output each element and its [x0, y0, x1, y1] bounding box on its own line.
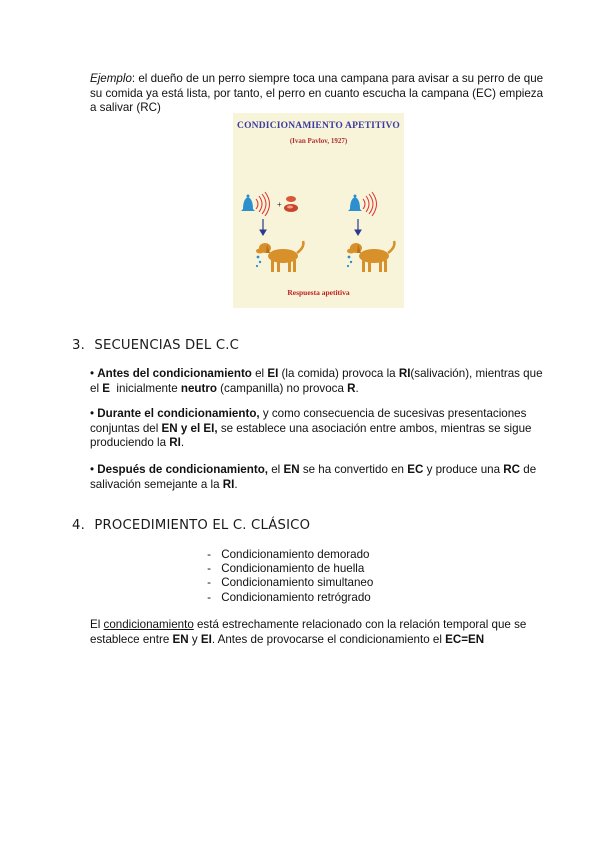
- bullet-despues-t2: el: [268, 463, 284, 476]
- dog-icon: [256, 241, 303, 272]
- bullet-mark: •: [90, 367, 98, 380]
- bullet-mark: •: [90, 407, 98, 420]
- bell-icon: [348, 195, 362, 212]
- bullet-antes-t6: (salivación), mientras que el: [90, 367, 543, 395]
- meat-icon: [284, 196, 298, 212]
- closing-t5: y: [188, 632, 201, 646]
- list-item-text: Condicionamiento retrógrado: [221, 590, 371, 604]
- example-text: : el dueño de un perro siempre toca una campana para avisar a su perro de que su comida ya está lista, por tanto, el perro en cuanto escucha la campana (EC) empieza a salivar (RC): [90, 72, 544, 115]
- closing-t1: El: [90, 618, 104, 631]
- list-item: [200, 576, 420, 590]
- list-item: [200, 548, 420, 562]
- list-item-text: Condicionamiento simultaneo: [221, 576, 374, 590]
- list-item: [200, 591, 420, 605]
- saliva-icon: [256, 256, 261, 267]
- bullet-antes-t7: E: [102, 381, 110, 395]
- example-lead: Ejemplo: [90, 72, 132, 85]
- bullet-despues: [90, 463, 550, 492]
- dog-icon: [347, 241, 394, 272]
- closing-t2: condicionamiento: [103, 618, 194, 631]
- figure-title: CONDICIONAMIENTO APETITIVO: [237, 121, 400, 131]
- bullet-despues-t7: RC: [503, 463, 521, 476]
- closing-t8: EC=EN: [445, 632, 485, 646]
- bullet-antes-t2: el: [251, 367, 268, 380]
- bullet-antes-t11: R: [347, 381, 356, 395]
- list-dash: -: [207, 548, 211, 561]
- closing-t4: EN: [172, 632, 189, 646]
- closing-t7: . Antes de provocarse el condicionamiento el: [211, 632, 446, 646]
- section-3-number: 3.: [72, 338, 85, 353]
- example-paragraph: [90, 72, 550, 116]
- bullet-despues-t5: EC: [407, 463, 424, 476]
- list-item-text: Condicionamiento de huella: [221, 562, 365, 576]
- sound-waves-icon: [256, 192, 270, 216]
- bullet-despues-t10: .: [234, 477, 238, 491]
- bullet-antes-t4: (la comida) provoca la: [278, 367, 399, 380]
- list-dash: -: [207, 576, 211, 590]
- figure-subtitle: (Ivan Pavlov, 1927): [289, 137, 348, 145]
- bullet-antes-t10: (campanilla) no provoca: [216, 381, 348, 395]
- plus-sign: +: [277, 200, 282, 209]
- section-4-heading: [72, 519, 310, 534]
- list-dash: -: [207, 562, 211, 576]
- bell-icon: [241, 195, 255, 212]
- pavlov-figure: [233, 113, 404, 308]
- bullet-durante: [90, 407, 550, 451]
- closing-t3: está estrechamente relacionado con la relación temporal que se establece entre: [90, 618, 527, 646]
- bullet-durante-t4: se establece una asociación entre ambos, mientras se sigue produciendo la: [90, 421, 532, 450]
- bullet-despues-t1: Después de condicionamiento,: [97, 463, 269, 476]
- list-item: [200, 562, 420, 576]
- bullet-durante-t6: .: [180, 436, 185, 450]
- bullet-antes-t9: neutro: [180, 381, 217, 395]
- bullet-durante-t3: EN y el EI,: [161, 421, 218, 435]
- bullet-antes-t8: inicialmente: [109, 381, 181, 395]
- list-item-text: Condicionamiento demorado: [221, 548, 370, 561]
- bullet-antes-t1: Antes del condicionamiento: [97, 367, 252, 380]
- sound-waves-icon: [363, 192, 377, 216]
- bullet-despues-t8: de salivación semejante a la: [90, 463, 537, 491]
- bullet-antes-t3: EI: [267, 367, 279, 380]
- closing-paragraph: [90, 618, 560, 647]
- closing-t6: EI: [200, 632, 212, 646]
- bullet-despues-t3: EN: [283, 463, 300, 476]
- section-3-heading: [72, 339, 239, 354]
- bullet-durante-t2: y como consecuencia de sucesivas presentaciones conjuntas del: [90, 407, 527, 435]
- saliva-icon: [347, 256, 352, 267]
- bullet-durante-t1: Durante el condicionamiento,: [97, 407, 260, 420]
- arrow-down-icon: [260, 219, 266, 235]
- section-3-title: SECUENCIAS DEL C.C: [94, 338, 240, 353]
- section-4-title: PROCEDIMIENTO EL C. CLÁSICO: [94, 518, 311, 533]
- procedure-list: [200, 548, 420, 605]
- bullet-antes-t5: RI: [398, 367, 411, 380]
- bullet-despues-t6: y produce una: [423, 463, 504, 476]
- bullet-despues-t9: RI: [222, 477, 235, 491]
- arrow-down-icon: [355, 219, 361, 235]
- figure-caption: Respuesta apetitiva: [287, 288, 350, 297]
- section-4-number: 4.: [72, 518, 85, 533]
- bullet-antes-t12: .: [355, 381, 359, 395]
- list-dash: -: [207, 590, 211, 604]
- bullet-mark: •: [90, 463, 98, 476]
- bullet-durante-t5: RI: [169, 436, 181, 450]
- bullet-despues-t4: se ha convertido en: [299, 463, 408, 476]
- bullet-antes: [90, 367, 550, 396]
